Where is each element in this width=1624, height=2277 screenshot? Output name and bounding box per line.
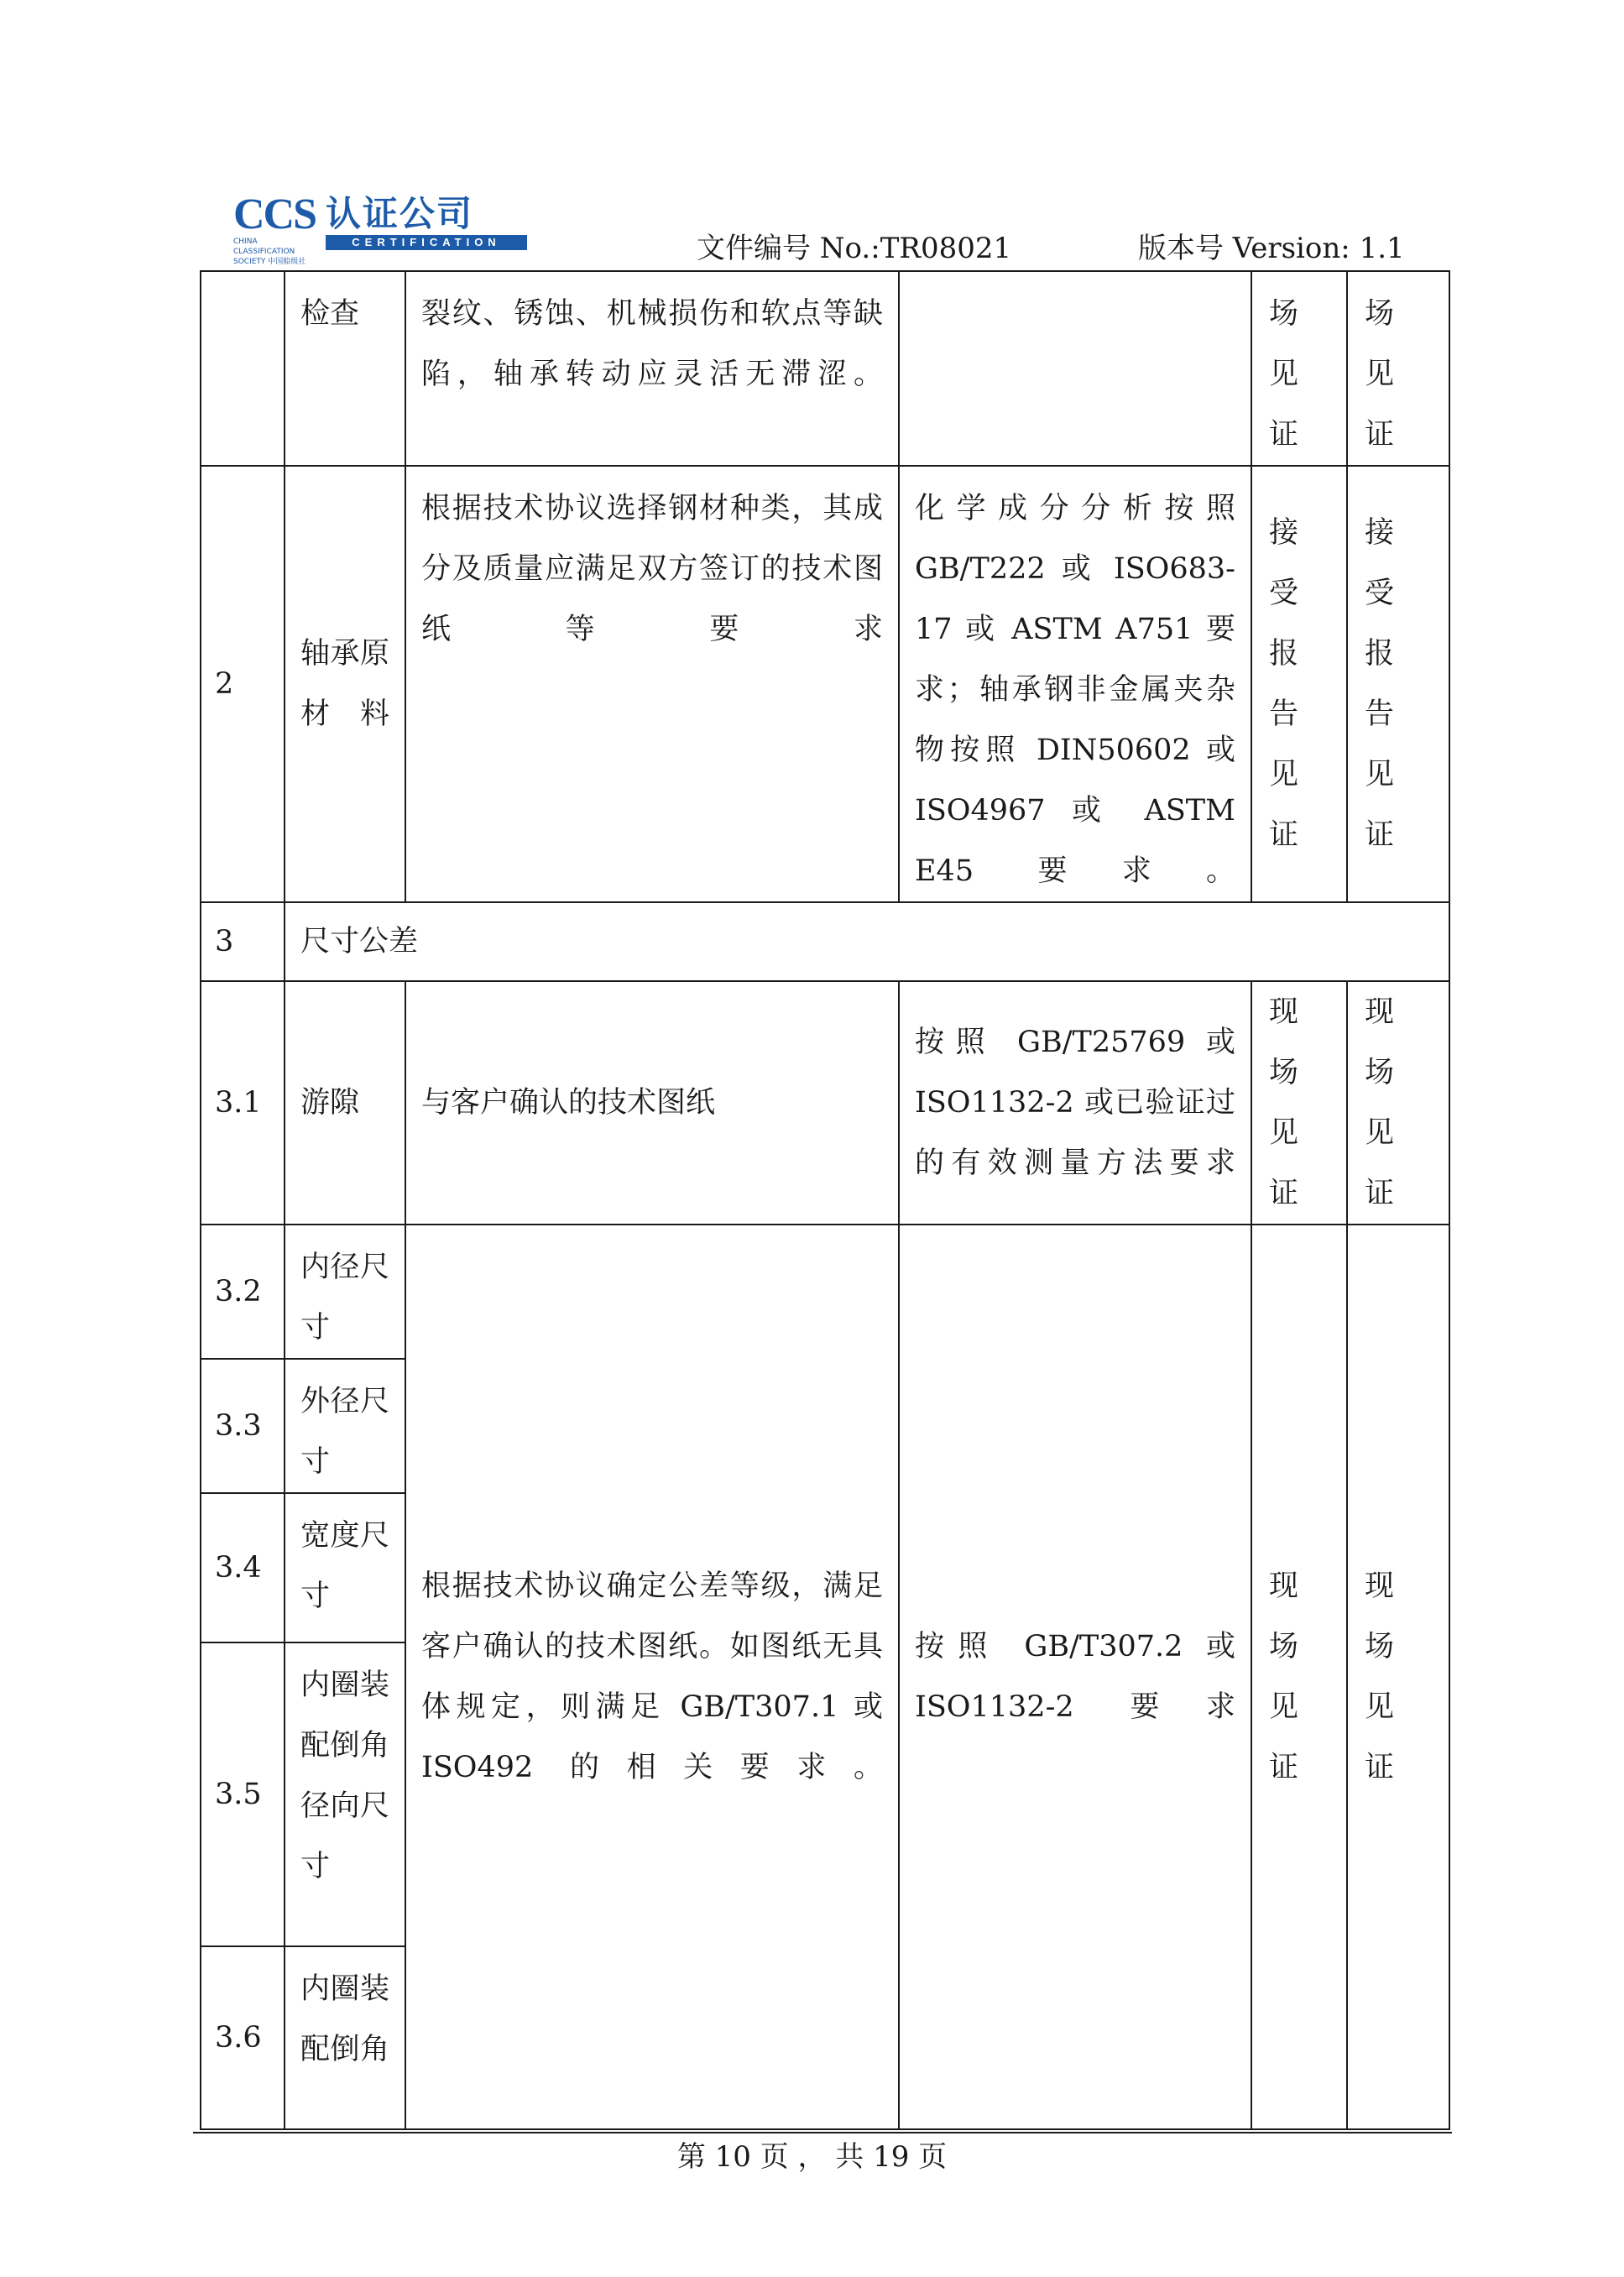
cell-method [899, 271, 1251, 466]
cell-method: 按照 GB/T307.2 或ISO1132-2 要求 [899, 1225, 1251, 2129]
cell-item: 内径尺寸 [285, 1225, 405, 1359]
cell-requirement: 根据技术协议确定公差等级，满足客户确认的技术图纸。如图纸无具体规定，则满足 GB/T307.1 或 ISO492 的相关要求。 [405, 1225, 899, 2129]
cell-requirement: 根据技术协议选择钢材种类，其成分及质量应满足双方签订的技术图纸等要求 [405, 466, 899, 902]
cell-witness-2: 现 场 见 证 [1347, 1225, 1449, 2129]
cell-item: 内圈装配倒角 [285, 1946, 405, 2129]
cell-item: 检查 [285, 271, 405, 466]
cell-method: 化学成分分析按照GB/T222 或 ISO683-17 或 ASTM A751 要求；轴承钢非金属夹杂物按照 DIN50602 或ISO4967 或 ASTM E45 要求。 [899, 466, 1251, 902]
footer-divider [193, 2132, 1452, 2133]
inspection-table [200, 270, 1450, 2130]
cell-no: 3.2 [201, 1225, 285, 1359]
cell-item: 内圈装配倒角径向尺寸 [285, 1642, 405, 1946]
cell-no: 3 [201, 902, 285, 981]
cell-no: 3.1 [201, 981, 285, 1225]
cell-item: 轴承原材料 [285, 466, 405, 902]
cell-item: 外径尺寸 [285, 1359, 405, 1493]
page-number: 第 10 页 ， 共 19 页 [676, 2140, 948, 2174]
cell-witness-2: 接 受 报 告 见 证 [1347, 466, 1449, 902]
table-row [201, 466, 1449, 902]
cell-requirement: 裂纹、锈蚀、机械损伤和软点等缺陷，轴承转动应灵活无滞涩。 [405, 271, 899, 466]
cell-no: 2 [201, 466, 285, 902]
cell-no: 3.5 [201, 1642, 285, 1946]
table-row [201, 1225, 1449, 1359]
cell-item: 游隙 [285, 981, 405, 1225]
version-number: 版本号 Version: 1.1 [1138, 232, 1405, 265]
cell-no: 3.6 [201, 1946, 285, 2129]
cell-no: 3.3 [201, 1359, 285, 1493]
cell-witness-1: 接 受 报 告 见 证 [1251, 466, 1347, 902]
cell-witness-1: 场 见 证 [1251, 271, 1347, 466]
section-title: 尺寸公差 [285, 902, 1449, 981]
cell-witness-2: 场 见 证 [1347, 271, 1449, 466]
table-row [201, 271, 1449, 466]
table-row [201, 981, 1449, 1225]
table-row [201, 902, 1449, 981]
cell-witness-2: 现 场 见 证 [1347, 981, 1449, 1225]
cell-witness-1: 现 场 见 证 [1251, 1225, 1347, 2129]
cell-no: 3.4 [201, 1493, 285, 1642]
cell-witness-1: 现 场 见 证 [1251, 981, 1347, 1225]
logo-subtitle: CHINA CLASSIFICATION SOCIETY 中国船级社 [233, 238, 306, 266]
logo-certification-bar: CERTIFICATION [326, 235, 527, 250]
cell-no [201, 271, 285, 466]
ccs-logo [233, 191, 527, 266]
cell-item: 宽度尺寸 [285, 1493, 405, 1642]
logo-ccs-text: CCS [233, 191, 316, 238]
cell-method: 按照 GB/T25769 或 ISO1132-2 或已验证过的有效测量方法要求 [899, 981, 1251, 1225]
cell-requirement: 与客户确认的技术图纸 [405, 981, 899, 1225]
logo-company-name: 认证公司 [326, 193, 474, 234]
document-number: 文件编号 No.:TR08021 [697, 232, 1012, 265]
